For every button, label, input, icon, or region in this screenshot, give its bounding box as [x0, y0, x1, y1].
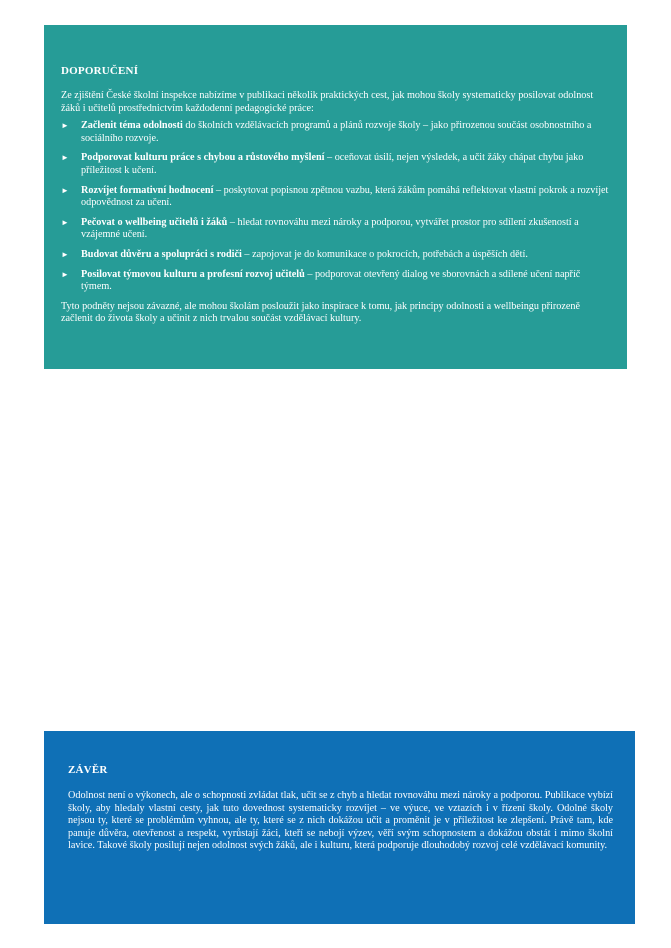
item-text: – poskytovat popisnou zpětnou vazbu, která žákům pomáhá reflektovat vlastní pokrok a rozvíjet odpovědnost za učení. [81, 184, 609, 209]
list-item [61, 185, 609, 210]
recommendations-list [61, 120, 609, 294]
arrow-bullet-icon: ► [61, 249, 69, 259]
item-bold-text: Podporovat kulturu práce s chybou a růstového myšlení [81, 152, 325, 164]
arrow-bullet-icon: ► [61, 121, 69, 131]
item-bold-text: Posilovat týmovou kulturu a profesní rozvoj učitelů [81, 268, 305, 280]
item-bold-text: Budovat důvěru a spolupráci s rodiči [81, 248, 242, 260]
recommendations-outro: Tyto podněty nejsou závazné, ale mohou školám posloužit jako inspirace k tomu, jak principy odolnosti a wellbeingu přirozeně začlenit do života školy a učinit z nich trvalou součást vzdělávací kultury. [61, 300, 581, 325]
item-bold-text: Rozvíjet formativní hodnocení [81, 184, 214, 196]
item-text: – oceňovat úsilí, nejen výsledek, a učit žáky chápat chybu jako příležitost k učení. [81, 152, 584, 176]
arrow-bullet-icon: ► [61, 185, 69, 195]
list-item [61, 152, 609, 177]
item-text: – hledat rovnováhu mezi nároky a podporou, vytvářet prostor pro sdílení zkušeností a vzájemné učení. [81, 216, 579, 241]
recommendations-box [44, 25, 627, 369]
item-text: – podporovat otevřený dialog ve sborovnách a sdílené učení napříč týmem. [81, 268, 581, 293]
arrow-bullet-icon: ► [61, 217, 69, 227]
arrow-bullet-icon: ► [61, 153, 69, 163]
list-item [61, 120, 609, 145]
conclusion-box [44, 731, 635, 924]
item-text: – zapojovat je do komunikace o pokrocích, potřebách a úspěších dětí. [241, 248, 528, 260]
conclusion-title: ZÁVĚR [68, 764, 108, 776]
conclusion-text: Odolnost není o výkonech, ale o schopnosti zvládat tlak, učit se z chyb a hledat rovnováhu mezi nároky a podporou. Publikace vybízí školy, aby hledaly vlastní cesty, jak tuto dovednost systematicky rozvíjet – ve výuce, ve vztazích i v řízení školy. Odolné školy nejsou ty, které se problémům vyhnou, ale ty, které se z nich dokážou učit a proměnit je v příležitost ke zlepšení. Právě tam, kde panuje důvěra, otevřenost a respekt, vyrůstají žáci, kteří se nebojí výzev, věří svým schopnostem a dokážou obstát i mimo školní lavice. Takové školy posilují nejen odolnost svých žáků, ale i kulturu, která podporuje dlouhodobý rozvoj celé vzdělávací komunity. [68, 790, 613, 852]
arrow-bullet-icon: ► [61, 269, 69, 279]
recommendations-intro: Ze zjištění České školní inspekce nabízíme v publikaci několik praktických cest, jak mohou školy systematicky posilovat odolnost žáků i učitelů prostřednictvím každodenní pedagogické práce: [61, 90, 594, 114]
list-item [61, 217, 609, 242]
list-item [61, 269, 609, 294]
recommendations-title: DOPORUČENÍ [61, 65, 139, 77]
item-bold-text: Pečovat o wellbeing učitelů i žáků [81, 216, 228, 228]
item-bold-text: Začlenit téma odolnosti [81, 120, 183, 132]
item-text: do školních vzdělávacích programů a plánů rozvoje školy – jako přirozenou součást osobnostního a sociálního rozvoje. [81, 120, 592, 144]
list-item [61, 249, 609, 262]
